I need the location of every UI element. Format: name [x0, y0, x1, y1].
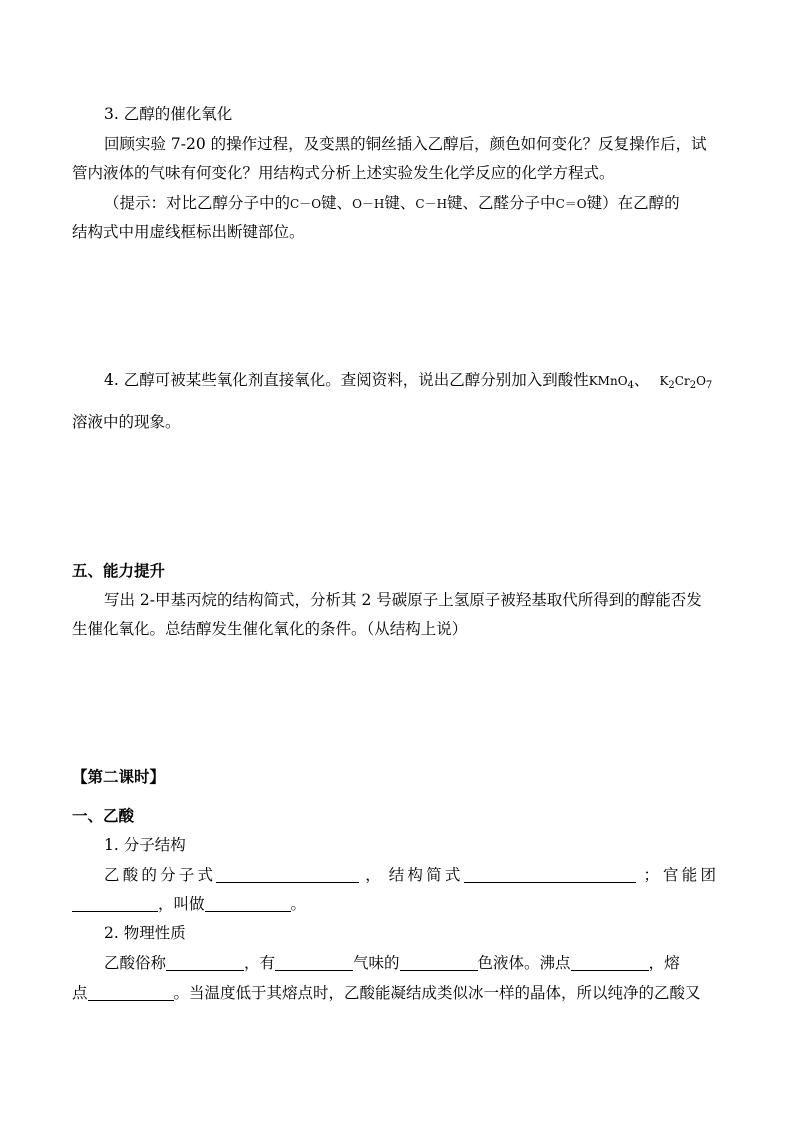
lesson-2-heading: 【第二课时】 [72, 768, 166, 786]
structural-formula-blank[interactable] [464, 866, 636, 883]
physical-properties-line-2: 点 。当温度低于其熔点时，乙酸能凝结成类似冰一样的晶体，所以纯净的乙酸又 [72, 984, 701, 1002]
section-5-line-2: 生催化氧化。总结醇发生催化氧化的条件。（从结构上说） [72, 620, 468, 638]
section-3-hint-line-1: （提示：对比乙醇分子中的C－O键、O－H键、C－H键、乙醛分子中C＝O键）在乙醇的 [104, 194, 680, 212]
bond-o-h: O－H [352, 197, 385, 211]
section-4-line-1: 4. 乙醇可被某些氧化剂直接氧化。查阅资料，说出乙醇分别加入到酸性KMnO$_4$、 $K_2Cr_2O_7$ [104, 371, 713, 391]
color-blank[interactable] [400, 954, 478, 971]
bond-c-eq-o: C＝O [555, 197, 587, 211]
molecular-structure-line-1: 乙酸的分子式 ， 结构简式 ； 官能团 [104, 866, 720, 884]
functional-group-name-blank[interactable] [205, 895, 291, 912]
physical-properties-heading: 2. 物理性质 [104, 924, 186, 942]
section-3-paragraph-line-2: 管内液体的气味有何变化？用结构式分析上述实验发生化学反应的化学方程式。 [72, 164, 615, 182]
odor-blank[interactable] [275, 954, 353, 971]
kmno4-formula: KMnO$_4$ [588, 374, 634, 391]
section-5-line-1: 写出 2-甲基丙烷的结构简式，分析其 2 号碳原子上氢原子被羟基取代所得到的醇能否发 [104, 591, 702, 609]
section-5-heading: 五、能力提升 [72, 562, 166, 580]
melting-point-blank[interactable] [88, 984, 174, 1001]
section-3-heading: 3. 乙醇的催化氧化 [104, 105, 233, 123]
acetic-acid-heading: 一、乙酸 [72, 807, 135, 825]
k2cr2o7-formula: $K_2Cr_2O_7$ [659, 374, 713, 391]
molecular-structure-line-2: ，叫做 。 [72, 894, 306, 914]
molecular-structure-heading: 1. 分子结构 [104, 836, 186, 854]
molecular-formula-blank[interactable] [216, 866, 359, 883]
section-3-paragraph-line-1: 回顾实验 7-20 的操作过程，及变黑的铜丝插入乙醇后，颜色如何变化？反复操作后，试 [104, 135, 707, 153]
boiling-point-blank[interactable] [571, 954, 649, 971]
functional-group-blank[interactable] [72, 895, 158, 912]
section-4-line-2: 溶液中的现象。 [72, 413, 181, 431]
physical-properties-line-1: 乙酸俗称 ，有 气味的 色液体。沸点 ，熔 [104, 954, 680, 972]
bond-c-o: C－O [290, 197, 322, 211]
section-3-hint-line-2: 结构式中用虚线框标出断键部位。 [72, 223, 305, 241]
bond-c-h: C－H [415, 197, 448, 211]
common-name-blank[interactable] [166, 954, 244, 971]
